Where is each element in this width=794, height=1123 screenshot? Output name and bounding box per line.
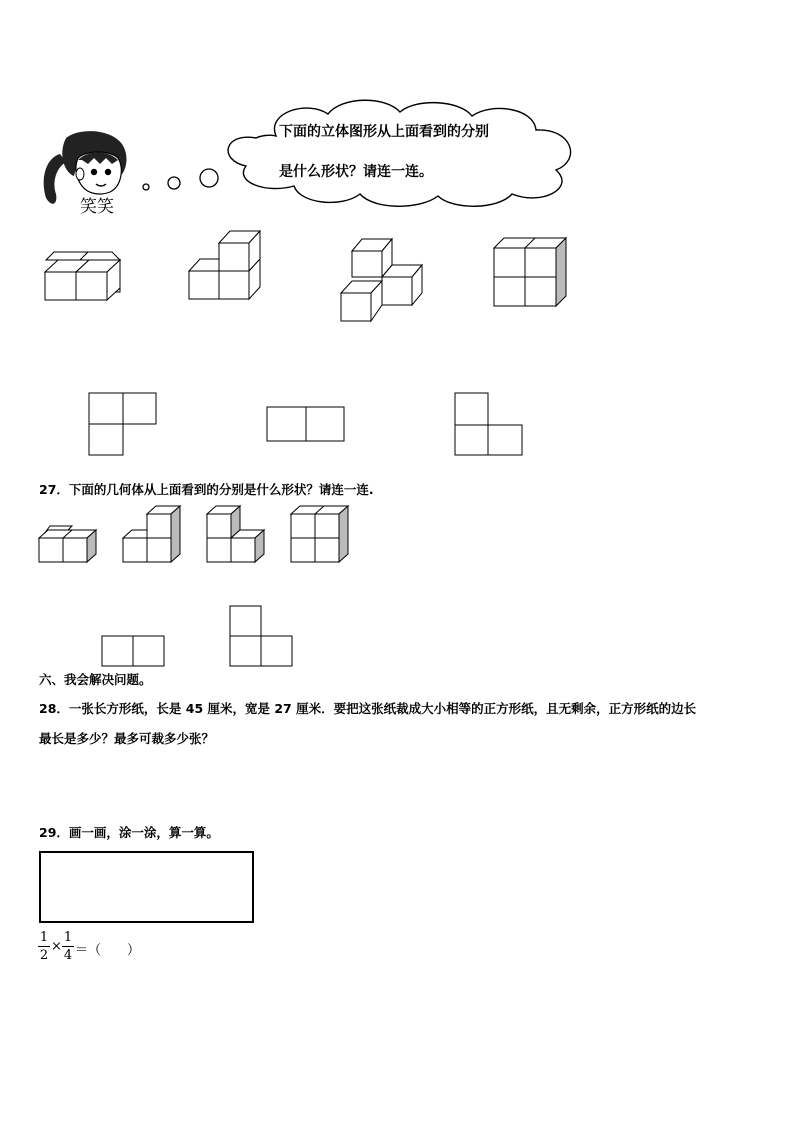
solid-figure-4	[491, 236, 571, 311]
fraction-a-numerator: 1	[39, 930, 49, 945]
fraction-a-denominator: 2	[39, 948, 49, 963]
cloud-text-line1: 下面的立体图形从上面看到的分别	[279, 124, 489, 140]
solid-figure-1	[40, 240, 130, 310]
q27-solid-4	[288, 496, 358, 566]
top-view-shape-2	[264, 404, 354, 444]
fraction-one-quarter	[62, 930, 74, 963]
solid-figure-2	[186, 225, 266, 305]
q27-solid-1	[36, 516, 106, 566]
fraction-one-half	[38, 930, 50, 963]
fraction-b-numerator: 1	[63, 930, 73, 945]
fraction-b-denominator: 4	[63, 948, 73, 963]
question-29-text: 29．画一画，涂一涂，算一算。	[39, 825, 219, 840]
question-27-text: 27．下面的几何体从上面看到的分别是什么形状？请连一连.	[39, 482, 374, 497]
q27-solid-3	[204, 496, 274, 566]
question-28-line2: 最长是多少？最多可裁多少张？	[39, 731, 215, 746]
question-28-line1: 28．一张长方形纸，长是 45 厘米，宽是 27 厘米．要把这张纸裁成大小相等的正方形纸，且无剩余，正方形纸的边长	[39, 701, 697, 716]
speech-cloud-icon	[216, 98, 586, 208]
drawing-rectangle[interactable]	[39, 851, 254, 923]
answer-blank[interactable]: ＝（ ）	[75, 943, 141, 958]
cloud-text-line2: 是什么形状？请连一连。	[279, 164, 433, 180]
solid-figure-3	[338, 235, 428, 330]
q27-solid-2	[120, 496, 190, 566]
mascot-name-label: 笑笑	[80, 197, 114, 217]
q27-top-view-1	[100, 634, 170, 670]
section-6-title: 六、我会解决问题。	[39, 672, 152, 687]
top-view-shape-3	[452, 390, 532, 460]
thought-bubbles-icon	[138, 165, 228, 205]
multiply-operator: ×	[51, 939, 62, 954]
top-view-shape-1	[86, 390, 166, 460]
q27-top-view-2	[228, 604, 298, 670]
